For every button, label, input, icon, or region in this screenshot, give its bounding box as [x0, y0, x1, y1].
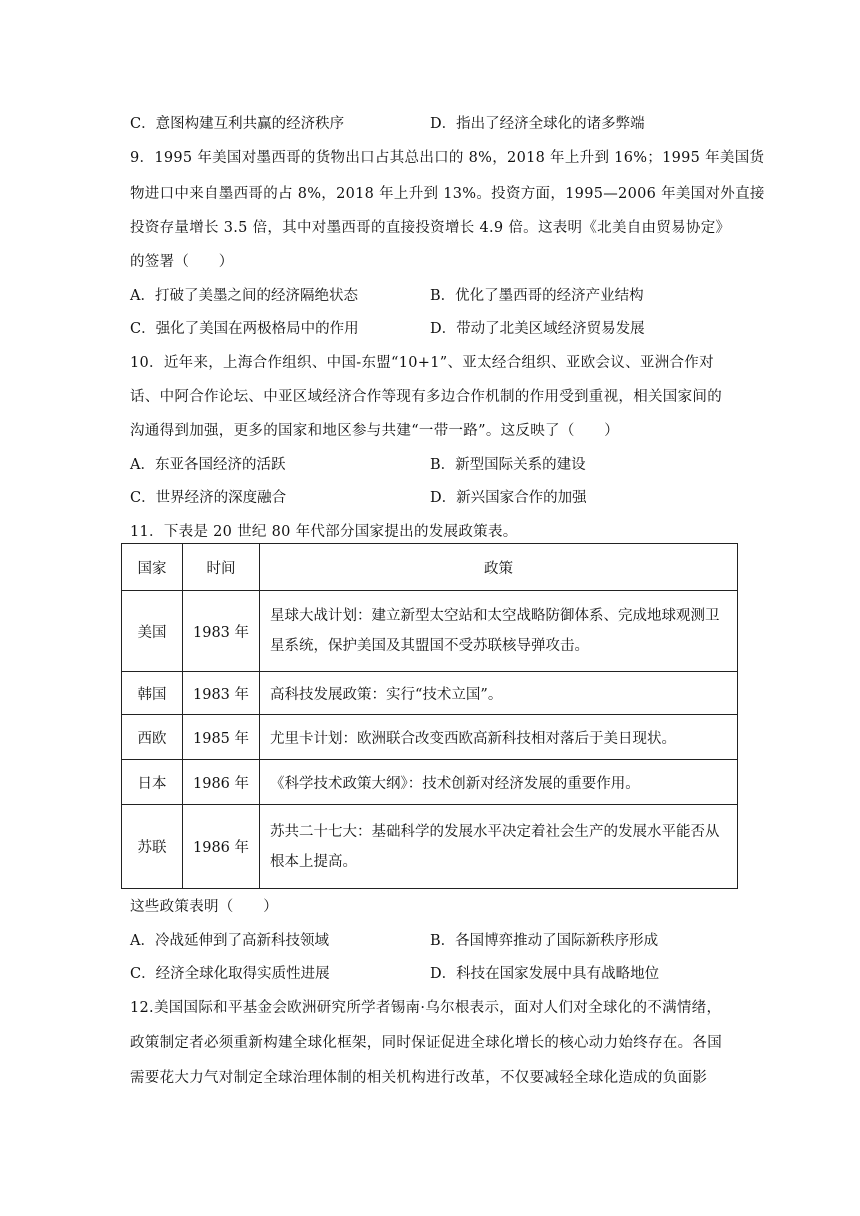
- header-policy: 政策: [260, 544, 738, 591]
- table-header-row: [122, 544, 738, 591]
- q12-stem-line-1: 12.美国国际和平基金会欧洲研究所学者锡南·乌尔根表示，面对人们对全球化的不满情绪，: [130, 1000, 722, 1016]
- header-country: 国家: [122, 544, 183, 591]
- q9-stem-line-1: 9．1995 年美国对墨西哥的货物出口占其总出口的 8%，2018 年上升到 16%；1995 年美国货: [130, 150, 765, 166]
- q10-option-d[interactable]: D．新兴国家合作的加强: [430, 490, 587, 506]
- q11-stem: 这些政策表明（ ）: [130, 899, 278, 915]
- table-row: [122, 715, 738, 760]
- cell-country: 西欧: [122, 715, 183, 760]
- q10-stem-line-3: 沟通得到加强，更多的国家和地区参与共建“一带一路”。这反映了（ ）: [130, 423, 620, 439]
- cell-policy: 《科学技术政策大纲》：技术创新对经济发展的重要作用。: [260, 760, 738, 805]
- q12-stem-line-2: 政策制定者必须重新构建全球化框架，同时保证促进全球化增长的核心动力始终存在。各国: [130, 1035, 722, 1051]
- cell-policy: 高科技发展政策：实行“技术立国”。: [260, 672, 738, 715]
- cell-policy: 星球大战计划：建立新型太空站和太空战略防御体系、完成地球观测卫星系统，保护美国及其盟国不受苏联核导弹攻击。: [260, 591, 738, 672]
- cell-country: 韩国: [122, 672, 183, 715]
- policy-table: [121, 543, 738, 889]
- cell-country: 美国: [122, 591, 183, 672]
- q9-option-a[interactable]: A．打破了美墨之间的经济隔绝状态: [130, 288, 358, 304]
- table-row: [122, 805, 738, 889]
- q10-option-c[interactable]: C．世界经济的深度融合: [130, 490, 287, 506]
- table-row: [122, 591, 738, 672]
- cell-year: 1985 年: [183, 715, 260, 760]
- q11-intro: 11．下表是 20 世纪 80 年代部分国家提出的发展政策表。: [130, 524, 518, 540]
- cell-country: 苏联: [122, 805, 183, 889]
- q10-option-a[interactable]: A．东亚各国经济的活跃: [130, 457, 286, 473]
- cell-year: 1983 年: [183, 591, 260, 672]
- table-row: [122, 760, 738, 805]
- q11-option-b[interactable]: B．各国博弈推动了国际新秩序形成: [430, 933, 659, 949]
- cell-year: 1986 年: [183, 805, 260, 889]
- table-row: [122, 672, 738, 715]
- q12-stem-line-3: 需要花大力气对制定全球治理体制的相关机构进行改革，不仅要减轻全球化造成的负面影: [130, 1070, 708, 1086]
- q11-option-a[interactable]: A．冷战延伸到了高新科技领域: [130, 933, 329, 949]
- q10-option-b[interactable]: B．新型国际关系的建设: [430, 457, 586, 473]
- q8-option-c[interactable]: C．意图构建互利共赢的经济秩序: [130, 116, 345, 132]
- q9-stem-line-3: 投资存量增长 3.5 倍，其中对墨西哥的直接投资增长 4.9 倍。这表明《北美自由贸易协定》: [130, 220, 731, 236]
- q10-stem-line-2: 话、中阿合作论坛、中亚区域经济合作等现有多边合作机制的作用受到重视，相关国家间的: [130, 389, 722, 405]
- q9-option-d[interactable]: D．带动了北美区域经济贸易发展: [430, 321, 645, 337]
- q9-stem-line-2: 物进口中来自墨西哥的占 8%，2018 年上升到 13%。投资方面，1995—2006 年美国对外直接: [130, 186, 765, 202]
- q9-option-c[interactable]: C．强化了美国在两极格局中的作用: [130, 321, 359, 337]
- q9-stem-line-4: 的签署（ ）: [130, 254, 234, 270]
- cell-policy: 尤里卡计划：欧洲联合改变西欧高新科技相对落后于美日现状。: [260, 715, 738, 760]
- q9-option-b[interactable]: B．优化了墨西哥的经济产业结构: [430, 288, 644, 304]
- cell-policy: 苏共二十七大：基础科学的发展水平决定着社会生产的发展水平能否从根本上提高。: [260, 805, 738, 889]
- q10-stem-line-1: 10．近年来，上海合作组织、中国-东盟“10+1”、亚太经合组织、亚欧会议、亚洲合作对: [130, 355, 714, 371]
- cell-country: 日本: [122, 760, 183, 805]
- header-time: 时间: [183, 544, 260, 591]
- q8-option-d[interactable]: D．指出了经济全球化的诸多弊端: [430, 116, 645, 132]
- cell-year: 1986 年: [183, 760, 260, 805]
- cell-year: 1983 年: [183, 672, 260, 715]
- q11-option-d[interactable]: D．科技在国家发展中具有战略地位: [430, 966, 660, 982]
- q11-option-c[interactable]: C．经济全球化取得实质性进展: [130, 966, 330, 982]
